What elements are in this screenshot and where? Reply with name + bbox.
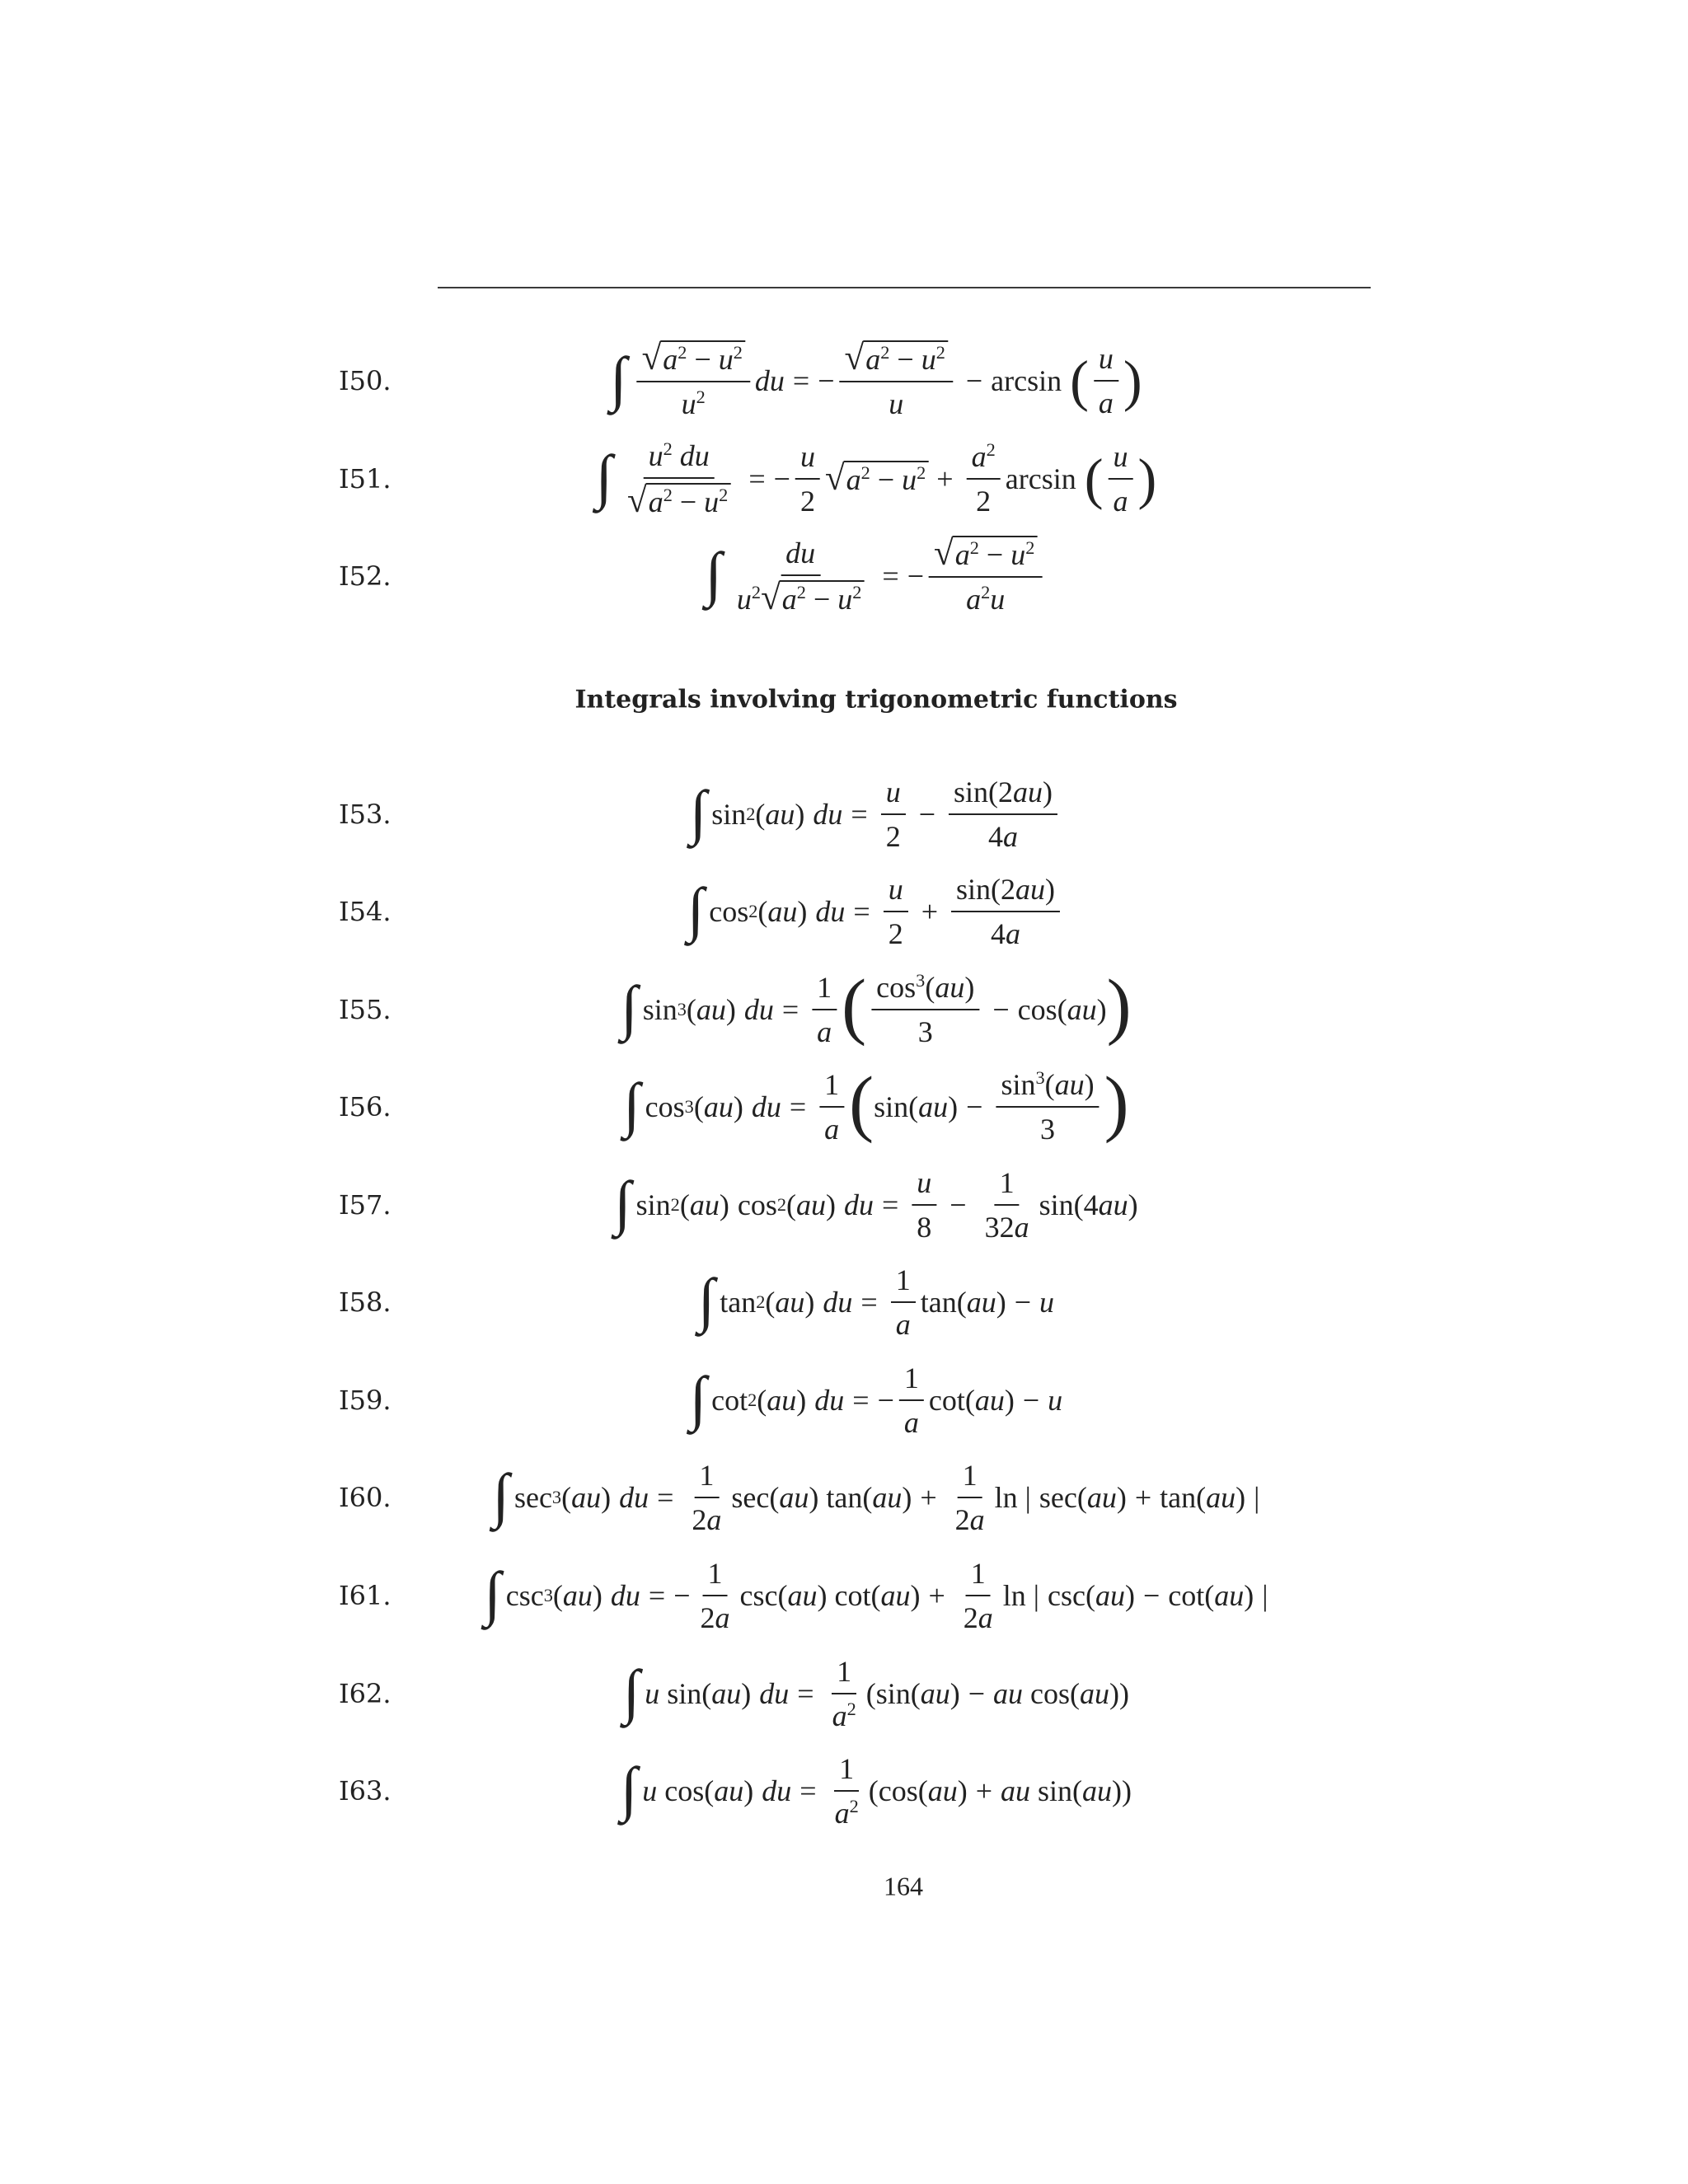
formula-i58: ∫ tan 2 ( au ) du = $\frac{1}{a}$ tan( au ) − u [697, 1263, 1055, 1341]
formula-label: I58. [339, 1286, 392, 1318]
formula-label: I63. [339, 1775, 392, 1807]
formula-label: I51. [339, 463, 392, 494]
formula-i59: ∫ cot 2 ( au ) du = − $\frac{1}{a}$ cot( au ) − u [689, 1361, 1063, 1439]
formula-label: I54. [339, 896, 392, 927]
formula-label: I60. [339, 1482, 392, 1513]
page-number: 164 [884, 1871, 923, 1901]
formula-label: I57. [339, 1189, 392, 1221]
formula-i63: ∫ u cos( au ) du = $\frac{1}{a^2}$ (cos( au ) + au sin( au )) [621, 1752, 1132, 1830]
formula-label: I56. [339, 1091, 392, 1122]
formula-label: I61. [339, 1580, 392, 1611]
formula-label: I53. [339, 799, 392, 830]
formula-label: I52. [339, 560, 392, 592]
section-heading: Integrals involving trigonometric functions [574, 685, 1178, 715]
formula-i54: ∫ cos 2 ( au ) du = $\frac{u}{2}$ + $\frac{\sin(2au)}{4a}$ [687, 872, 1065, 951]
formula-label: I55. [339, 994, 392, 1025]
formula-i51: ∫ $u^2$ du √ $a^2 - u^2$ = − $\frac{u}{2}$ √ $a^2 - u^2$ + $\frac{a^2}{2}$ arcsin ( $\frac{u}{a}$ ) [595, 438, 1157, 520]
formula-i55: ∫ sin 3 ( au ) du = $\frac{1}{a}$ ( $\frac{\cos^3(au)}{3}$ − cos( au ) ) [621, 965, 1132, 1048]
top-rule [438, 287, 1371, 288]
formula-i61: ∫ csc 3 ( au ) du = − $\frac{1}{2a}$ csc( au ) cot( au ) + $\frac{1}{2a}$ ln | csc( au ) − cot( au ) | [484, 1557, 1268, 1634]
formula-label: I50. [339, 365, 392, 396]
formula-label: I59. [339, 1385, 392, 1416]
formula-i57: ∫ sin 2 ( au ) cos 2 ( au ) du = $\frac{u}{8}$ − $\frac{1}{32a}$ sin(4 au ) [614, 1166, 1138, 1244]
formula-i52: ∫ du $u^2$ √ $a^2 - u^2$ = − √ $a^2 - u^2$ $a^2u$ [706, 536, 1048, 616]
formula-i62: ∫ u sin( au ) du = $\frac{1}{a^2}$ (sin( au ) − au cos( au )) [622, 1655, 1130, 1732]
formula-i53: ∫ sin 2 ( au ) du = $\frac{u}{2}$ − $\frac{\sin(2au)}{4a}$ [690, 775, 1062, 854]
formula-label: I62. [339, 1678, 392, 1709]
formula-i56: ∫ cos 3 ( au ) du = $\frac{1}{a}$ ( sin( au ) − $\frac{\sin^3(au)}{3}$ ) [623, 1062, 1129, 1146]
formula-i60: ∫ sec 3 ( au ) du = $\frac{1}{2a}$ sec( au ) tan( au ) + $\frac{1}{2a}$ ln | sec( au ) + tan( au ) | [492, 1459, 1260, 1536]
formula-i50: ∫ √ $a^2 - u^2$ $u^2$ du = − √ $a^2 - u^2$ u − arcsin ( $\frac{u}{a}$ ) [610, 339, 1142, 420]
